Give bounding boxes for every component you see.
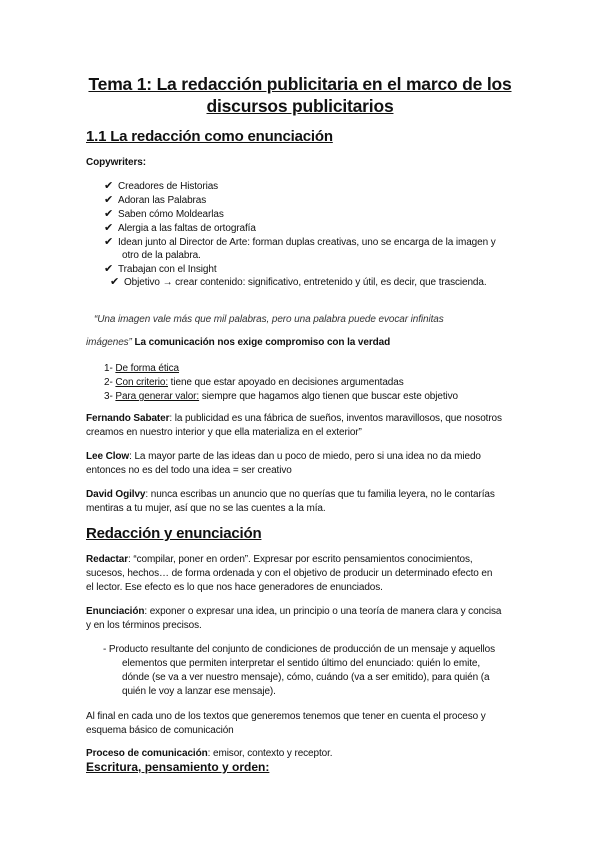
bullet-line-3: dónde (se va a ver nuestro mensaje), cómo, cuándo (va a ser emitido), para quién (a [122, 672, 490, 683]
copywriters-label: Copywriters: [86, 157, 146, 168]
checklist-item: ✔ Idean junto al Director de Arte: forman duplas creativas, uno se encarga de la imagen y [104, 236, 496, 248]
checkmark-icon: ✔ [104, 263, 114, 275]
enunciacion-line-2: y en los términos precisos. [86, 620, 202, 631]
numbered-item: 1- De forma ética [104, 363, 180, 374]
proceso-comunicacion: Proceso de comunicación: emisor, contexto y receptor. [86, 748, 333, 759]
redactar-line-2: sucesos, hechos… de forma ordenada y con el objetivo de producir un determinado efecto en [86, 568, 493, 579]
checklist-item: ✔ Creadores de Historias [104, 180, 219, 192]
checklist-item: ✔ Saben cómo Moldearlas [104, 208, 224, 220]
checklist-item: ✔ Adoran las Palabras [104, 194, 207, 206]
checkmark-icon: ✔ [104, 236, 114, 248]
checkmark-icon: ✔ [104, 222, 114, 234]
verdad-statement: La comunicación nos exige compromiso con la verdad [134, 337, 391, 348]
dash-bullet: - [103, 644, 107, 655]
bullet-line-2: elementos que permiten interpretar el sentido último del enunciado: quién lo emite, [122, 658, 481, 669]
checkmark-icon: ✔ [110, 276, 120, 288]
clow-quote-line-2: entonces no es del todo una idea = ser creativo [86, 465, 292, 476]
numbered-item: 2- Con criterio: tiene que estar apoyado en decisiones argumentadas [104, 377, 404, 388]
savater-quote-line-1: Fernando Sabater: la publicidad es una fábrica de sueños, inventos maravillosos, que nosotros [86, 413, 502, 424]
checklist-item: ✔ Objetivo → crear contenido: significativo, entretenido y útil, es decir, que trascienda. [110, 276, 487, 288]
numbered-item: 3- Para generar valor: siempre que hagamos algo tienen que buscar este objetivo [104, 391, 459, 402]
clow-quote-line-1: Lee Clow: La mayor parte de las ideas dan u poco de miedo, pero si una idea no da miedo [86, 451, 481, 462]
checkmark-icon: ✔ [104, 194, 114, 206]
enunciacion-line-1: Enunciación: exponer o expresar una idea, un principio o una teoría de manera clara y concisa [86, 606, 502, 617]
document-title-line-1: Tema 1: La redacción publicitaria en el marco de los [88, 74, 512, 94]
savater-quote-line-2: creamos en nuestro interior y que ella materializa en el exterior” [86, 427, 362, 438]
bullet-line-1: - Producto resultante del conjunto de condiciones de producción de un mensaje y aquellos [103, 644, 496, 655]
section-heading-redaccion-y-enunciacion: Redacción y enunciación [86, 525, 262, 542]
ogilvy-quote-line-2: mentiras a tu mujer, así que no se las cuentes a la mía. [86, 503, 326, 514]
section-heading-redaccion-enunciacion: 1.1 La redacción como enunciación [86, 128, 333, 145]
checkmark-icon: ✔ [104, 180, 114, 192]
checkmark-icon: ✔ [104, 208, 114, 220]
checklist-item: ✔ Alergia a las faltas de ortografía [104, 222, 256, 234]
final-line-2: esquema básico de comunicación [86, 725, 234, 736]
ogilvy-quote-line-1: David Ogilvy: nunca escribas un anuncio que no querías que tu familia leyera, no le contarías [86, 489, 495, 500]
bullet-line-4: quién le voy a lanzar ese mensaje). [122, 686, 276, 697]
final-line-1: Al final en cada uno de los textos que generemos tenemos que tener en cuenta el proceso y [86, 711, 486, 722]
escritura-heading: Escritura, pensamiento y orden: [86, 760, 270, 774]
quote-line-1: “Una imagen vale más que mil palabras, pero una palabra puede evocar infinitas [94, 314, 444, 325]
document-title-line-2: discursos publicitarios [206, 96, 394, 116]
checklist-item-continuation: otro de la palabra. [122, 250, 201, 261]
redactar-line-1: Redactar: “compilar, poner en orden”. Expresar por escrito pensamientos conocimientos, [86, 554, 473, 565]
checklist-item: ✔ Trabajan con el Insight [104, 263, 217, 275]
quote-end: imágenes” [86, 337, 132, 348]
redactar-line-3: el lector. Ese efecto es lo que nos hace generadores de enunciados. [86, 582, 383, 593]
quote-line-2 [86, 336, 390, 349]
